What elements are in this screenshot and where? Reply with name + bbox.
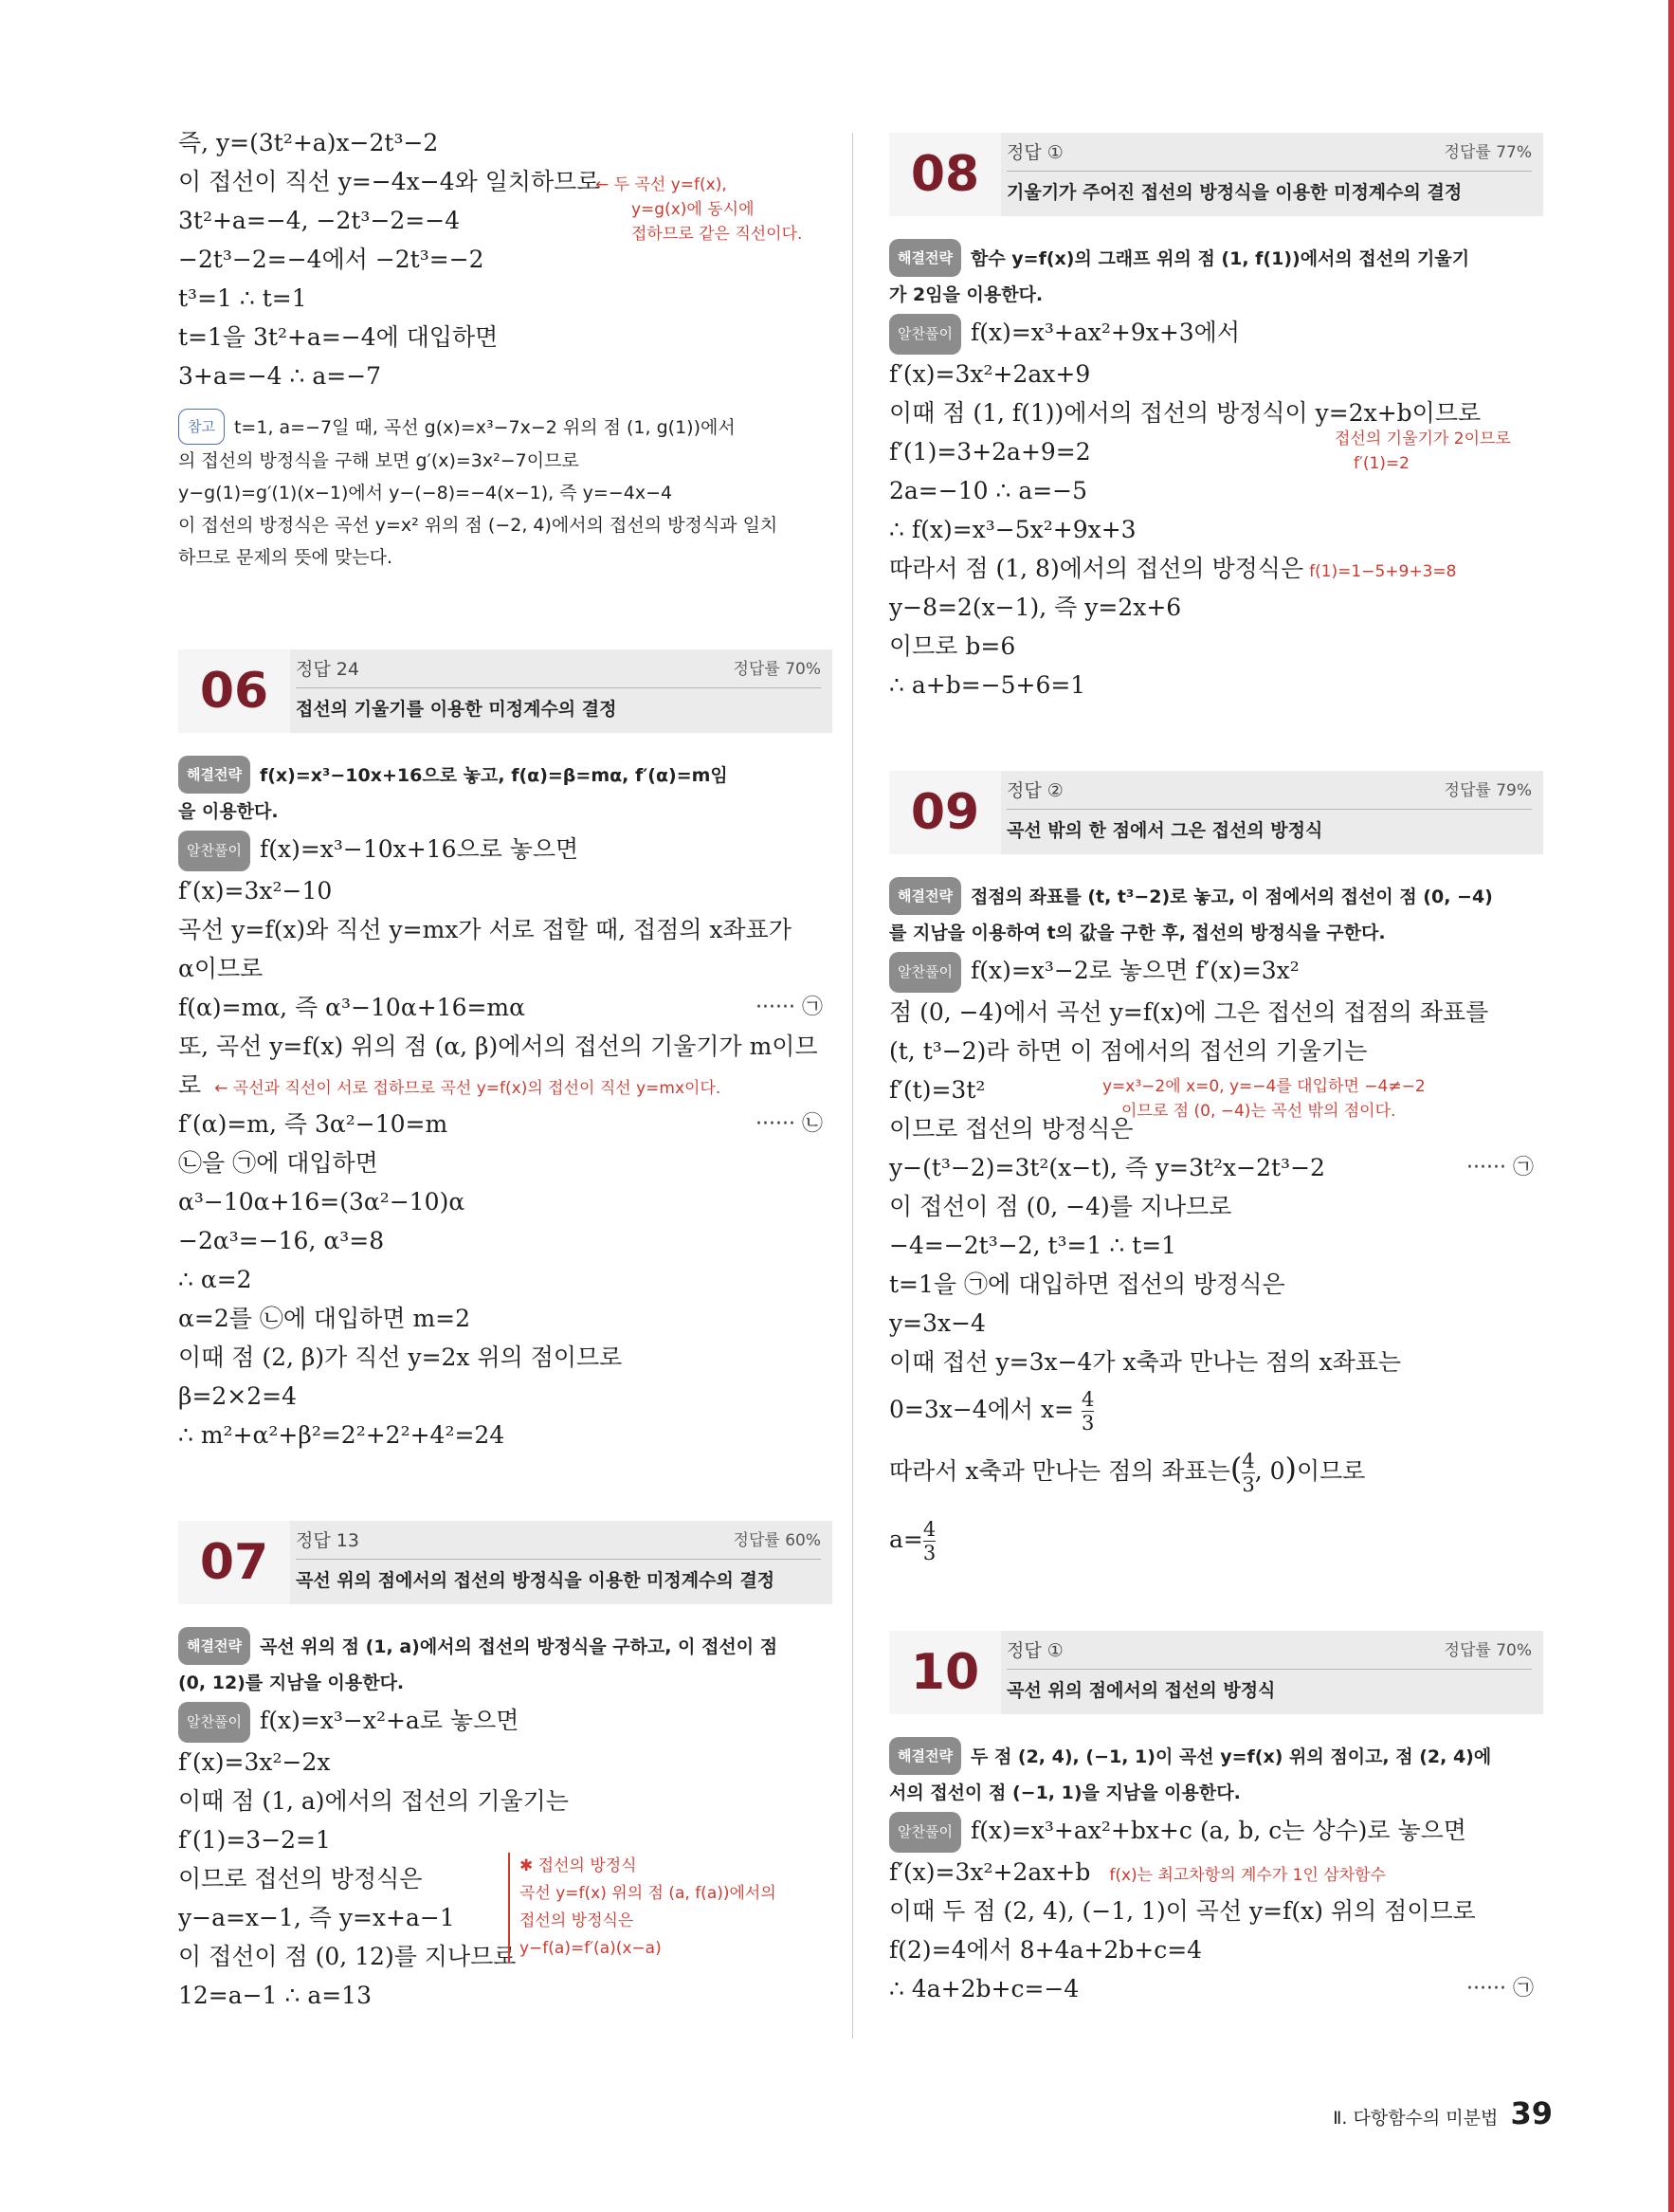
strategy-line: 곡선 위의 점 (1, a)에서의 접선의 방정식을 구하고, 이 접선이 점	[259, 1636, 778, 1657]
strategy-line: 접점의 좌표를 (t, t³−2)로 놓고, 이 점에서의 접선이 점 (0, −4)	[970, 887, 1493, 907]
strategy-line: 가 2임을 이용한다.	[889, 284, 1044, 305]
solution-tag: 알찬풀이	[178, 1702, 250, 1743]
problem-09-header	[889, 771, 1543, 854]
page-edge-stripe	[1668, 0, 1674, 2212]
strategy-line: (0, 12)를 지남을 이용한다.	[178, 1673, 405, 1693]
math-line	[889, 1969, 1543, 2008]
left-column	[178, 123, 832, 2015]
solution-tag: 알찬풀이	[889, 1812, 961, 1853]
strategy-tag: 해결전략	[178, 756, 250, 794]
math-line: 이때 점 (1, a)에서의 접선의 기울기는	[178, 1787, 569, 1815]
problem-title: 곡선 밖의 한 점에서 그은 접선의 방정식	[1007, 820, 1323, 841]
fraction	[1082, 1388, 1094, 1435]
math-line: f′(x)=3x²+2ax+9	[889, 360, 1091, 388]
side-annotation	[595, 173, 802, 247]
math-line: f(x)=x³−2로 놓으면 f′(x)=3x²	[970, 957, 1300, 984]
solution-tag: 알찬풀이	[889, 314, 961, 355]
equation-marker: ······ ㉠	[755, 996, 823, 1019]
equation-marker: ······ ㉠	[1466, 1156, 1534, 1179]
side-annotation	[1335, 427, 1511, 476]
problem-08-header	[889, 133, 1543, 216]
math-line: α이므로	[178, 955, 264, 982]
fraction	[1242, 1450, 1254, 1496]
problem-07-header	[178, 1521, 832, 1604]
math-line: ∴ f(x)=x³−5x²+9x+3	[889, 516, 1137, 543]
math-line: 이때 점 (1, f(1))에서의 접선의 방정식이 y=2x+b이므로	[889, 399, 1482, 427]
problem-title: 기울기가 주어진 접선의 방정식을 이용한 미정계수의 결정	[1007, 182, 1463, 203]
math-line: 이 접선이 점 (0, 12)를 지나므로	[178, 1943, 517, 1970]
math-line: f(x)=x³−10x+16으로 놓으면	[259, 835, 579, 863]
math-line: 이 접선이 직선 y=−4x−4와 일치하므로	[178, 168, 600, 195]
accuracy-rate: 정답률 60%	[733, 1531, 821, 1550]
inline-annotation: f(x)는 최고차항의 계수가 1인 삼차함수	[1109, 1866, 1386, 1885]
strategy-block	[889, 1737, 1543, 1811]
answer-label: 정답 ①	[1007, 142, 1064, 163]
math-text: f(α)=mα, 즉 α³−10α+16=mα	[178, 994, 526, 1021]
column-divider	[852, 133, 853, 2038]
math-text: 따라서 x축과 만나는 점의 좌표는	[889, 1457, 1230, 1485]
formula-box-line: 접선의 방정식은	[519, 1911, 634, 1930]
math-line: t³=1 ∴ t=1	[178, 284, 307, 312]
problem-number: 09	[889, 771, 1001, 854]
right-column	[889, 133, 1543, 2008]
math-line: t=1을 ㉠에 대입하면 접선의 방정식은	[889, 1271, 1285, 1298]
strategy-tag: 해결전략	[889, 1737, 961, 1775]
fraction-denominator: 3	[1081, 1412, 1095, 1435]
math-line	[178, 1066, 832, 1105]
math-line	[178, 988, 832, 1027]
side-annotation-line: 접선의 기울기가 2이므로	[1335, 430, 1511, 448]
problem-07-body	[178, 1701, 832, 2015]
math-line: 이때 접선 y=3x−4가 x축과 만나는 점의 x좌표는	[889, 1348, 1402, 1376]
strategy-block	[889, 239, 1543, 313]
math-line: α=2를 ㉡에 대입하면 m=2	[178, 1305, 471, 1332]
strategy-block	[178, 1627, 832, 1701]
problem-number: 08	[889, 133, 1001, 216]
math-text: 따라서 점 (1, 8)에서의 접선의 방정식은	[889, 555, 1304, 582]
fraction-numerator: 4	[1081, 1388, 1095, 1411]
strategy-line: f(x)=x³−10x+16으로 놓고, f(α)=β=mα, f′(α)=m임	[259, 765, 728, 786]
side-annotation-line: y=g(x)에 동시에	[631, 200, 755, 219]
math-line: −2t³−2=−4에서 −2t³=−2	[178, 246, 484, 273]
math-line: t=1을 3t²+a=−4에 대입하면	[178, 323, 499, 351]
strategy-tag: 해결전략	[889, 239, 961, 277]
math-text: 0=3x−4에서 x=	[889, 1396, 1075, 1423]
math-line: ㉡을 ㉠에 대입하면	[178, 1149, 378, 1177]
math-line: 곡선 y=f(x)와 직선 y=mx가 서로 접할 때, 접점의 x좌표가	[178, 916, 792, 943]
math-line: f(x)=x³+ax²+9x+3에서	[970, 319, 1240, 346]
accuracy-rate: 정답률 70%	[733, 660, 821, 679]
accuracy-rate: 정답률 70%	[1444, 1641, 1532, 1660]
accuracy-rate: 정답률 77%	[1444, 143, 1532, 162]
chapter-label: Ⅱ. 다항함수의 미분법	[1333, 2108, 1499, 2129]
problem-number: 06	[178, 649, 290, 733]
math-line: (t, t³−2)라 하면 이 점에서의 접선의 기울기는	[889, 1037, 1368, 1065]
page-footer	[1333, 2095, 1553, 2131]
math-line: f′(x)=3x²−2x	[178, 1748, 331, 1776]
math-line: 이때 두 점 (2, 4), (−1, 1)이 곡선 y=f(x) 위의 점이므로	[889, 1897, 1476, 1925]
math-line	[889, 549, 1543, 588]
reference-tag: 참고	[178, 409, 225, 445]
math-text: ∴ 4a+2b+c=−4	[889, 1975, 1080, 2002]
math-line: y−8=2(x−1), 즉 y=2x+6	[889, 594, 1182, 621]
strategy-line: 서의 접선이 점 (−1, 1)을 지남을 이용한다.	[889, 1782, 1241, 1803]
strategy-tag: 해결전략	[178, 1627, 250, 1665]
math-text: f′(α)=m, 즉 3α²−10=m	[178, 1110, 448, 1138]
problem-10-header	[889, 1631, 1543, 1714]
answer-label: 정답 ②	[1007, 780, 1064, 801]
side-annotation-line: f′(1)=2	[1354, 454, 1410, 473]
math-line: f′(t)=3t²	[889, 1076, 986, 1104]
side-annotation-line: 접하므로 같은 직선이다.	[631, 225, 803, 244]
strategy-line: 을 이용한다.	[178, 801, 279, 822]
answer-label: 정답 24	[296, 659, 359, 680]
math-line: 12=a−1 ∴ a=13	[178, 1982, 372, 2009]
formula-box	[508, 1853, 776, 1963]
reference-line: 하므로 문제의 뜻에 맞는다.	[178, 547, 393, 568]
math-line: 3t²+a=−4, −2t³−2=−4	[178, 207, 461, 234]
math-line: f(x)=x³−x²+a로 놓으면	[259, 1707, 519, 1734]
equation-marker: ······ ㉠	[1466, 1977, 1534, 2001]
side-annotation-line: y=x³−2에 x=0, y=−4를 대입하면 −4≠−2	[1102, 1077, 1426, 1096]
math-line	[889, 1148, 1543, 1187]
math-line: 또, 곡선 y=f(x) 위의 점 (α, β)에서의 접선의 기울기가 m이므	[178, 1033, 818, 1060]
accuracy-rate: 정답률 79%	[1444, 781, 1532, 800]
math-line: 이때 점 (2, β)가 직선 y=2x 위의 점이므로	[178, 1344, 623, 1371]
math-line: −2α³=−16, α³=8	[178, 1227, 385, 1254]
formula-box-line: ✱ 접선의 방정식	[519, 1856, 637, 1875]
math-line: y=3x−4	[889, 1309, 986, 1337]
math-line: β=2×2=4	[178, 1382, 298, 1410]
formula-box-line: 곡선 y=f(x) 위의 점 (a, f(a))에서의	[519, 1884, 776, 1903]
fraction	[923, 1518, 936, 1564]
strategy-line: 함수 y=f(x)의 그래프 위의 점 (1, f(1))에서의 접선의 기울기	[970, 248, 1470, 269]
fraction-denominator: 3	[1242, 1473, 1255, 1496]
reference-line: y−g(1)=g′(1)(x−1)에서 y−(−8)=−4(x−1), 즉 y=−4x−4	[178, 483, 673, 503]
inline-annotation: ← 곡선과 직선이 서로 접하므로 곡선 y=f(x)의 접선이 직선 y=mx이다.	[214, 1079, 721, 1098]
math-line: 이므로 b=6	[889, 632, 1016, 660]
math-line	[889, 1853, 1543, 1892]
math-line: 이므로 접선의 방정식은	[178, 1865, 423, 1892]
reference-line: t=1, a=−7일 때, 곡선 g(x)=x³−7x−2 위의 점 (1, g(1))에서	[233, 417, 736, 438]
math-text: , 0	[1254, 1457, 1285, 1485]
problem-title: 접선의 기울기를 이용한 미정계수의 결정	[296, 699, 617, 720]
math-line: f′(x)=3x²−10	[178, 877, 333, 905]
formula-box-line: y−f(a)=f′(a)(x−a)	[519, 1939, 662, 1958]
math-line: f′(1)=3+2a+9=2	[889, 438, 1091, 466]
math-text: f′(x)=3x²+2ax+b	[889, 1858, 1091, 1886]
math-line: 3+a=−4 ∴ a=−7	[178, 362, 382, 390]
math-line: α³−10α+16=(3α²−10)α	[178, 1188, 465, 1216]
strategy-tag: 해결전략	[889, 877, 961, 915]
problem-title: 곡선 위의 점에서의 접선의 방정식을 이용한 미정계수의 결정	[296, 1570, 775, 1591]
math-line: f(x)=x³+ax²+bx+c (a, b, c는 상수)로 놓으면	[970, 1817, 1466, 1844]
strategy-block	[889, 877, 1543, 951]
math-line	[178, 1105, 832, 1143]
side-annotation-line: 이므로 점 (0, −4)는 곡선 밖의 점이다.	[1121, 1102, 1396, 1121]
solution-tag: 알찬풀이	[178, 831, 250, 871]
answer-label: 정답 13	[296, 1530, 359, 1551]
problem-number: 07	[178, 1521, 290, 1604]
math-text: 이므로	[1297, 1457, 1366, 1485]
page-number: 39	[1510, 2095, 1553, 2131]
math-line: 이 접선이 점 (0, −4)를 지나므로	[889, 1193, 1232, 1220]
problem-06-header	[178, 649, 832, 733]
math-line: 즉, y=(3t²+a)x−2t³−2	[178, 129, 439, 156]
math-text: a=	[889, 1526, 923, 1553]
equation-marker: ······ ㉡	[755, 1112, 823, 1136]
math-line	[889, 1381, 1543, 1438]
math-text: 로	[178, 1071, 202, 1099]
math-line	[889, 1511, 1543, 1568]
math-line: f(2)=4에서 8+4a+2b+c=4	[889, 1936, 1203, 1964]
problem-09-body	[889, 951, 1543, 1568]
math-line: 2a=−10 ∴ a=−5	[889, 477, 1088, 504]
side-annotation	[1102, 1074, 1426, 1124]
answer-label: 정답 ①	[1007, 1640, 1064, 1661]
problem-title: 곡선 위의 점에서의 접선의 방정식	[1007, 1680, 1276, 1701]
math-line: f′(1)=3−2=1	[178, 1826, 331, 1854]
fraction-denominator: 3	[922, 1542, 937, 1564]
fraction-numerator: 4	[922, 1518, 937, 1541]
math-line: 따라서 x축과 만나는 점의 좌표는( $\frac{4}{3}$ , 0)이므로	[889, 1450, 1366, 1496]
math-text: y−(t³−2)=3t²(x−t), 즉 y=3t²x−2t³−2	[889, 1154, 1325, 1181]
math-line: −4=−2t³−2, t³=1 ∴ t=1	[889, 1232, 1177, 1259]
problem-08-body	[889, 313, 1543, 704]
inline-annotation: f(1)=1−5+9+3=8	[1309, 562, 1457, 581]
reference-line: 의 접선의 방정식을 구해 보면 g′(x)=3x²−7이므로	[178, 450, 579, 471]
problem-number: 10	[889, 1631, 1001, 1714]
math-line: ∴ a+b=−5+6=1	[889, 671, 1086, 699]
strategy-block	[178, 756, 832, 830]
math-line: ∴ m²+α²+β²=2²+2²+4²=24	[178, 1421, 505, 1449]
math-line: y−a=x−1, 즉 y=x+a−1	[178, 1904, 455, 1931]
math-line: 이므로 접선의 방정식은	[889, 1115, 1134, 1143]
side-annotation-line: ← 두 곡선 y=f(x),	[595, 175, 727, 194]
strategy-line: 를 지남을 이용하여 t의 값을 구한 후, 접선의 방정식을 구한다.	[889, 923, 1386, 943]
solution-tag: 알찬풀이	[889, 952, 961, 993]
fraction-numerator: 4	[1242, 1450, 1255, 1472]
reference-note	[178, 409, 832, 574]
math-line: 점 (0, −4)에서 곡선 y=f(x)에 그은 접선의 접점의 좌표를	[889, 998, 1489, 1026]
strategy-line: 두 점 (2, 4), (−1, 1)이 곡선 y=f(x) 위의 점이고, 점 (2, 4)에	[970, 1746, 1492, 1767]
reference-line: 이 접선의 방정식은 곡선 y=x² 위의 점 (−2, 4)에서의 접선의 방정식과 일치	[178, 515, 778, 536]
math-line: ∴ α=2	[178, 1266, 252, 1293]
